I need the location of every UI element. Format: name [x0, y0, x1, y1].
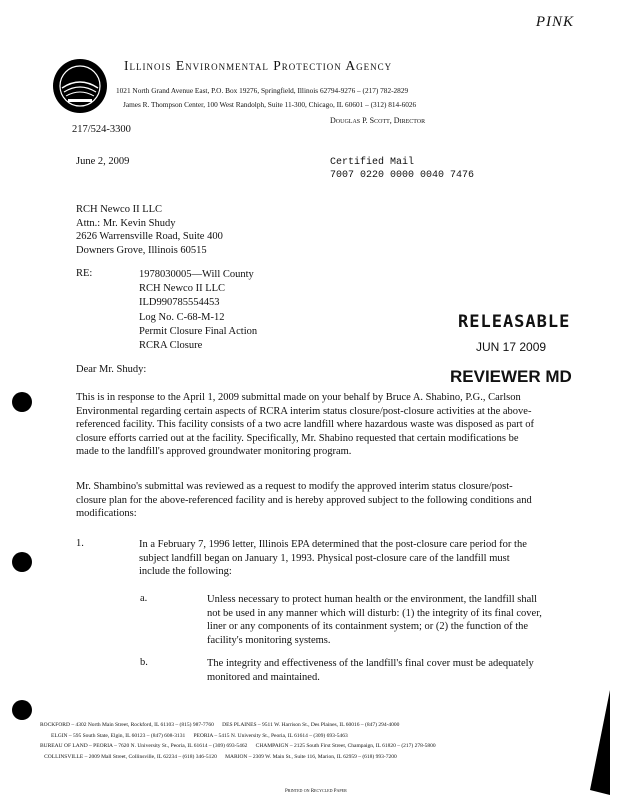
printed-on-recycled: Printed on Recycled Paper [285, 789, 347, 794]
re-line: RCH Newco II LLC [139, 283, 226, 295]
item-1-text: In a February 7, 1996 letter, Illinois EPA determined that the post-closure care period for the subject landfill began on January 1, 1993. Physical post-closure care of the landfill must include the following: [139, 539, 527, 578]
agency-name: Illinois Environmental Protection Agency [124, 58, 393, 73]
pink-mark: PINK [535, 14, 574, 30]
reviewer-stamp: REVIEWER MD [450, 367, 572, 386]
recipient-line: Downers Grove, Illinois 60515 [76, 244, 207, 256]
punch-hole [12, 552, 32, 572]
recipient-line: RCH Newco II LLC [76, 204, 163, 215]
page-edge-mark [588, 690, 612, 795]
item-1-number: 1. [76, 538, 84, 549]
punch-hole [12, 700, 32, 720]
recipient-line: Attn.: Mr. Kevin Shudy [76, 217, 176, 229]
item-b-label: b. [140, 657, 148, 668]
agency-logo-icon [52, 58, 108, 114]
body-paragraph-2: Mr. Shambino's submittal was reviewed as a request to modify the approved interim status closure/post-closure plan for the above-referenced facility and is hereby approved subject to the following conditions and modifications: [76, 481, 532, 520]
re-line: Permit Closure Final Action [139, 325, 258, 337]
punch-hole [12, 392, 32, 412]
footer-offices: ROCKFORD – 4302 North Main Street, Rockford, IL 61103 – (815) 987-7760 DES PLAINES – 9511 W. Harrison St., Des Plaines, IL 60016 – (847) 294-4000 ELGIN – 595 South State, Elgin, IL 60123 – (847) 608-3131 PEORIA – 5415 N. University St., Peoria, IL 61614 – (309) 693-5463 BUREAU OF LAND – PEORIA – 7620 N. University St., Peoria, IL 61614 – (309) 693-5462 CHAMPAIGN – 2125 South First Street, Champaign, IL 61820 – (217) 278-5800 COLLINSVILLE – 2009 Mall Street, Collinsville, IL 62234 – (618) 346-5120 MARION – 2309 W. Main St., Suite 116, Marion, IL 62959 – (618) 993-7200 [40, 722, 436, 760]
item-a-label: a. [140, 593, 148, 604]
re-label: RE: [76, 268, 93, 279]
certified-number: 7007 0220 0000 0040 7476 [330, 170, 475, 181]
agency-address-chicago: James R. Thompson Center, 100 West Randolph, Suite 11-300, Chicago, IL 60601 – (312) 814-6026 [123, 100, 417, 109]
stamp-date: JUN 17 2009 [476, 340, 547, 354]
certified-mail [330, 156, 474, 182]
re-line: RCRA Closure [139, 340, 203, 352]
re-block [139, 268, 257, 353]
body-paragraph-1: This is in response to the April 1, 2009 submittal made on your behalf by Bruce A. Shabino, P.G., Carlson Environmental regarding certain aspects of RCRA interim status closure/post-closure activities at the above-referenced facility. This facility consists of a two acre landfill where hazardous waste was disposed as part of closure efforts carried out at the facility. Specifically, Mr. Shabino requested that certain modifications be made to the landfill's approved groundwater monitoring program. [76, 392, 535, 458]
item-b-text: The integrity and effectiveness of the landfill's final cover must be adequately monitored and maintained. [207, 658, 534, 683]
letter-date: June 2, 2009 [76, 156, 130, 167]
certified-label: Certified Mail [330, 157, 415, 168]
re-line: 1978030005—Will County [139, 269, 254, 280]
recipient-line: 2626 Warrensville Road, Suite 400 [76, 231, 223, 243]
salutation: Dear Mr. Shudy: [76, 364, 147, 375]
agency-address-springfield: 1021 North Grand Avenue East, P.O. Box 19276, Springfield, Illinois 62794-9276 – (217) 782-2829 [116, 86, 409, 95]
item-a-text: Unless necessary to protect human health or the environment, the landfill shall not be used in any manner which will disturb: (1) the integrity of its final cover, liner or any components of its containment system; or (2) the function of the facility's monitoring systems. [207, 594, 542, 646]
re-line: ILD990785554453 [139, 297, 220, 309]
releasable-stamp: RELEASABLE [458, 312, 571, 332]
director-name: Douglas P. Scott, Director [330, 116, 426, 125]
re-line: Log No. C-68-M-12 [139, 311, 225, 323]
recipient-address [76, 203, 223, 257]
phone-number: 217/524-3300 [72, 124, 131, 135]
